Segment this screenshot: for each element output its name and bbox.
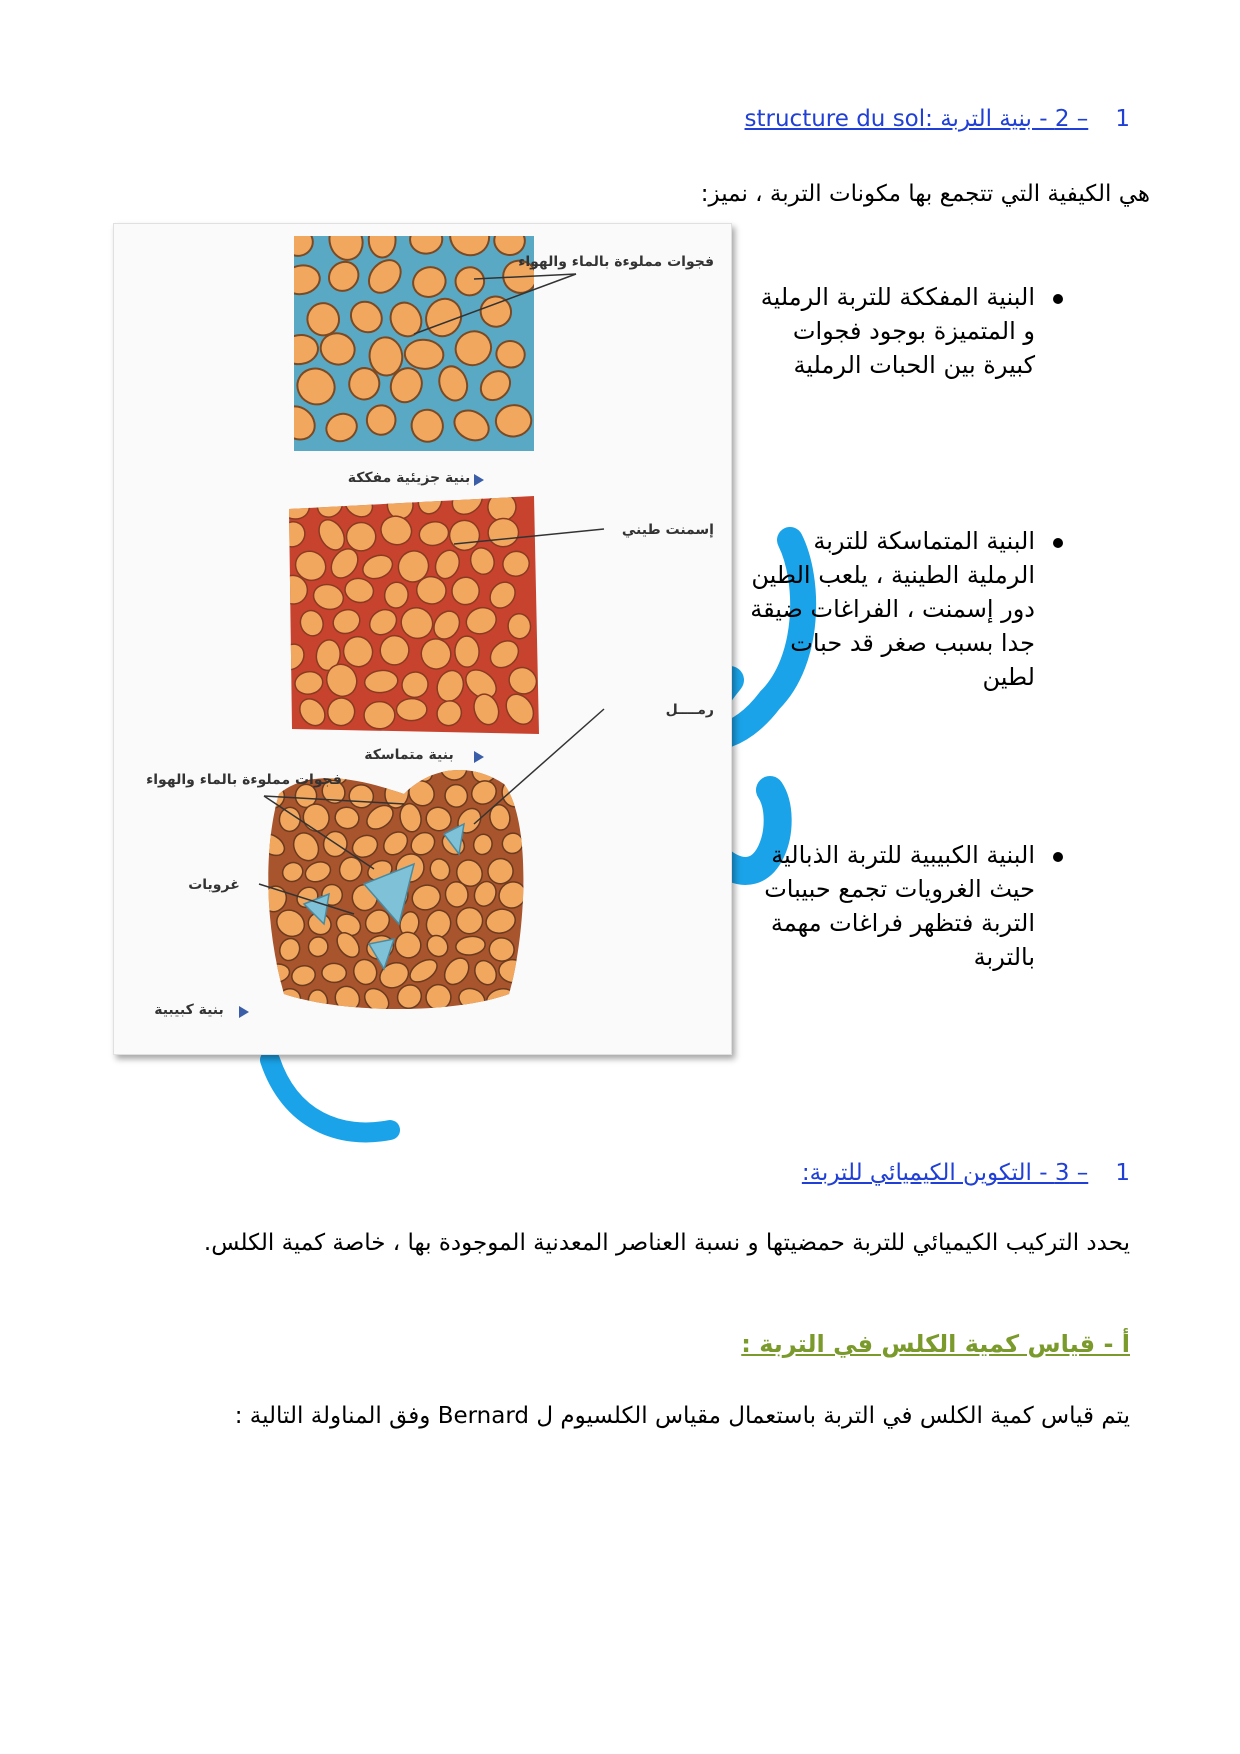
section-1-2-number: 1 [1115,106,1130,132]
panel-compact-structure [273,480,544,739]
structure-item-text: البنية الكبيبية للتربة الذبالية حيث الغرويات تجمع حبيبات التربة فتظهر فراغات مهمة بالتربة [764,841,1035,971]
section-1-2-heading [745,106,1130,132]
soil-grain [409,225,443,255]
svg-text:غرويات: غرويات [188,877,240,893]
section-1-3-link[interactable]: – 3 - التكوين الكيميائي للتربة: [801,1160,1089,1186]
svg-text:فجوات مملوءة بالماء والهواء: فجوات مملوءة بالماء والهواء [518,254,714,270]
soil-grain [346,522,376,551]
svg-text:رمــــل: رمــــل [665,702,714,718]
svg-text:فجوات مملوءة بالماء والهواء: فجوات مملوءة بالماء والهواء [146,772,342,788]
caption-1-marker [474,474,484,486]
caption-3-marker [239,1006,249,1018]
section-1-2-intro: هي الكيفية التي تتجمع بها مكونات التربة ، نميز: [700,181,1150,207]
caption-loose: بنية جزيئية مفككة [347,470,471,486]
soil-grain [364,701,395,729]
structure-item-text: البنية المفككة للتربة الرملية و المتميزة بوجود فجوات كبيرة بين الحبات الرملية [760,283,1035,379]
subsection-a-heading: أ - قياس كمية الكلس في التربة : [741,1330,1130,1358]
soil-grain [322,963,347,982]
structure-item-text: البنية المتماسكة للتربة الرملية الطينية ، يلعب الطين دور إسمنت ، الفراغات ضيقة جدا بسبب صغر قد حبات لطين [750,527,1035,691]
caption-2-marker [474,751,484,763]
panel-loose-structure [274,224,542,451]
section-1-3-number: 1 [1115,1160,1130,1186]
section-1-3-heading [802,1160,1130,1186]
soil-grain [503,756,530,776]
subsection-a-paragraph: يتم قياس كمية الكلس في التربة باستعمال مقياس الكلسيوم ل Bernard وفق المناولة التالية : [234,1403,1130,1429]
panel-crumb-structure [255,749,544,1024]
svg-text:إسمنت طيني: إسمنت طيني [621,522,714,538]
structure-item-crumb [745,838,1035,974]
bullet-icon [1053,294,1063,304]
section-1-3-paragraph: يحدد التركيب الكيميائي للتربة حمضيتها و نسبة العناصر المعدنية الموجودة بها ، خاصة كمية الكلس. [203,1230,1130,1256]
bullet-icon [1053,538,1063,548]
soil-grain [368,224,395,258]
soil-grain [396,698,427,721]
soil-grain [455,636,480,667]
section-1-2-link[interactable]: – 2 - بنية التربة :structure du sol [744,106,1089,132]
soil-structure-figure [113,223,732,1055]
soil-grain [279,807,301,832]
bullet-icon [1053,852,1063,862]
caption-crumb: بنية كبيبية [154,1002,224,1018]
soil-structure-diagram [114,224,731,1054]
caption-compact: بنية متماسكة [364,747,454,763]
structure-item-compact [745,524,1035,694]
structure-item-loose [745,280,1035,382]
